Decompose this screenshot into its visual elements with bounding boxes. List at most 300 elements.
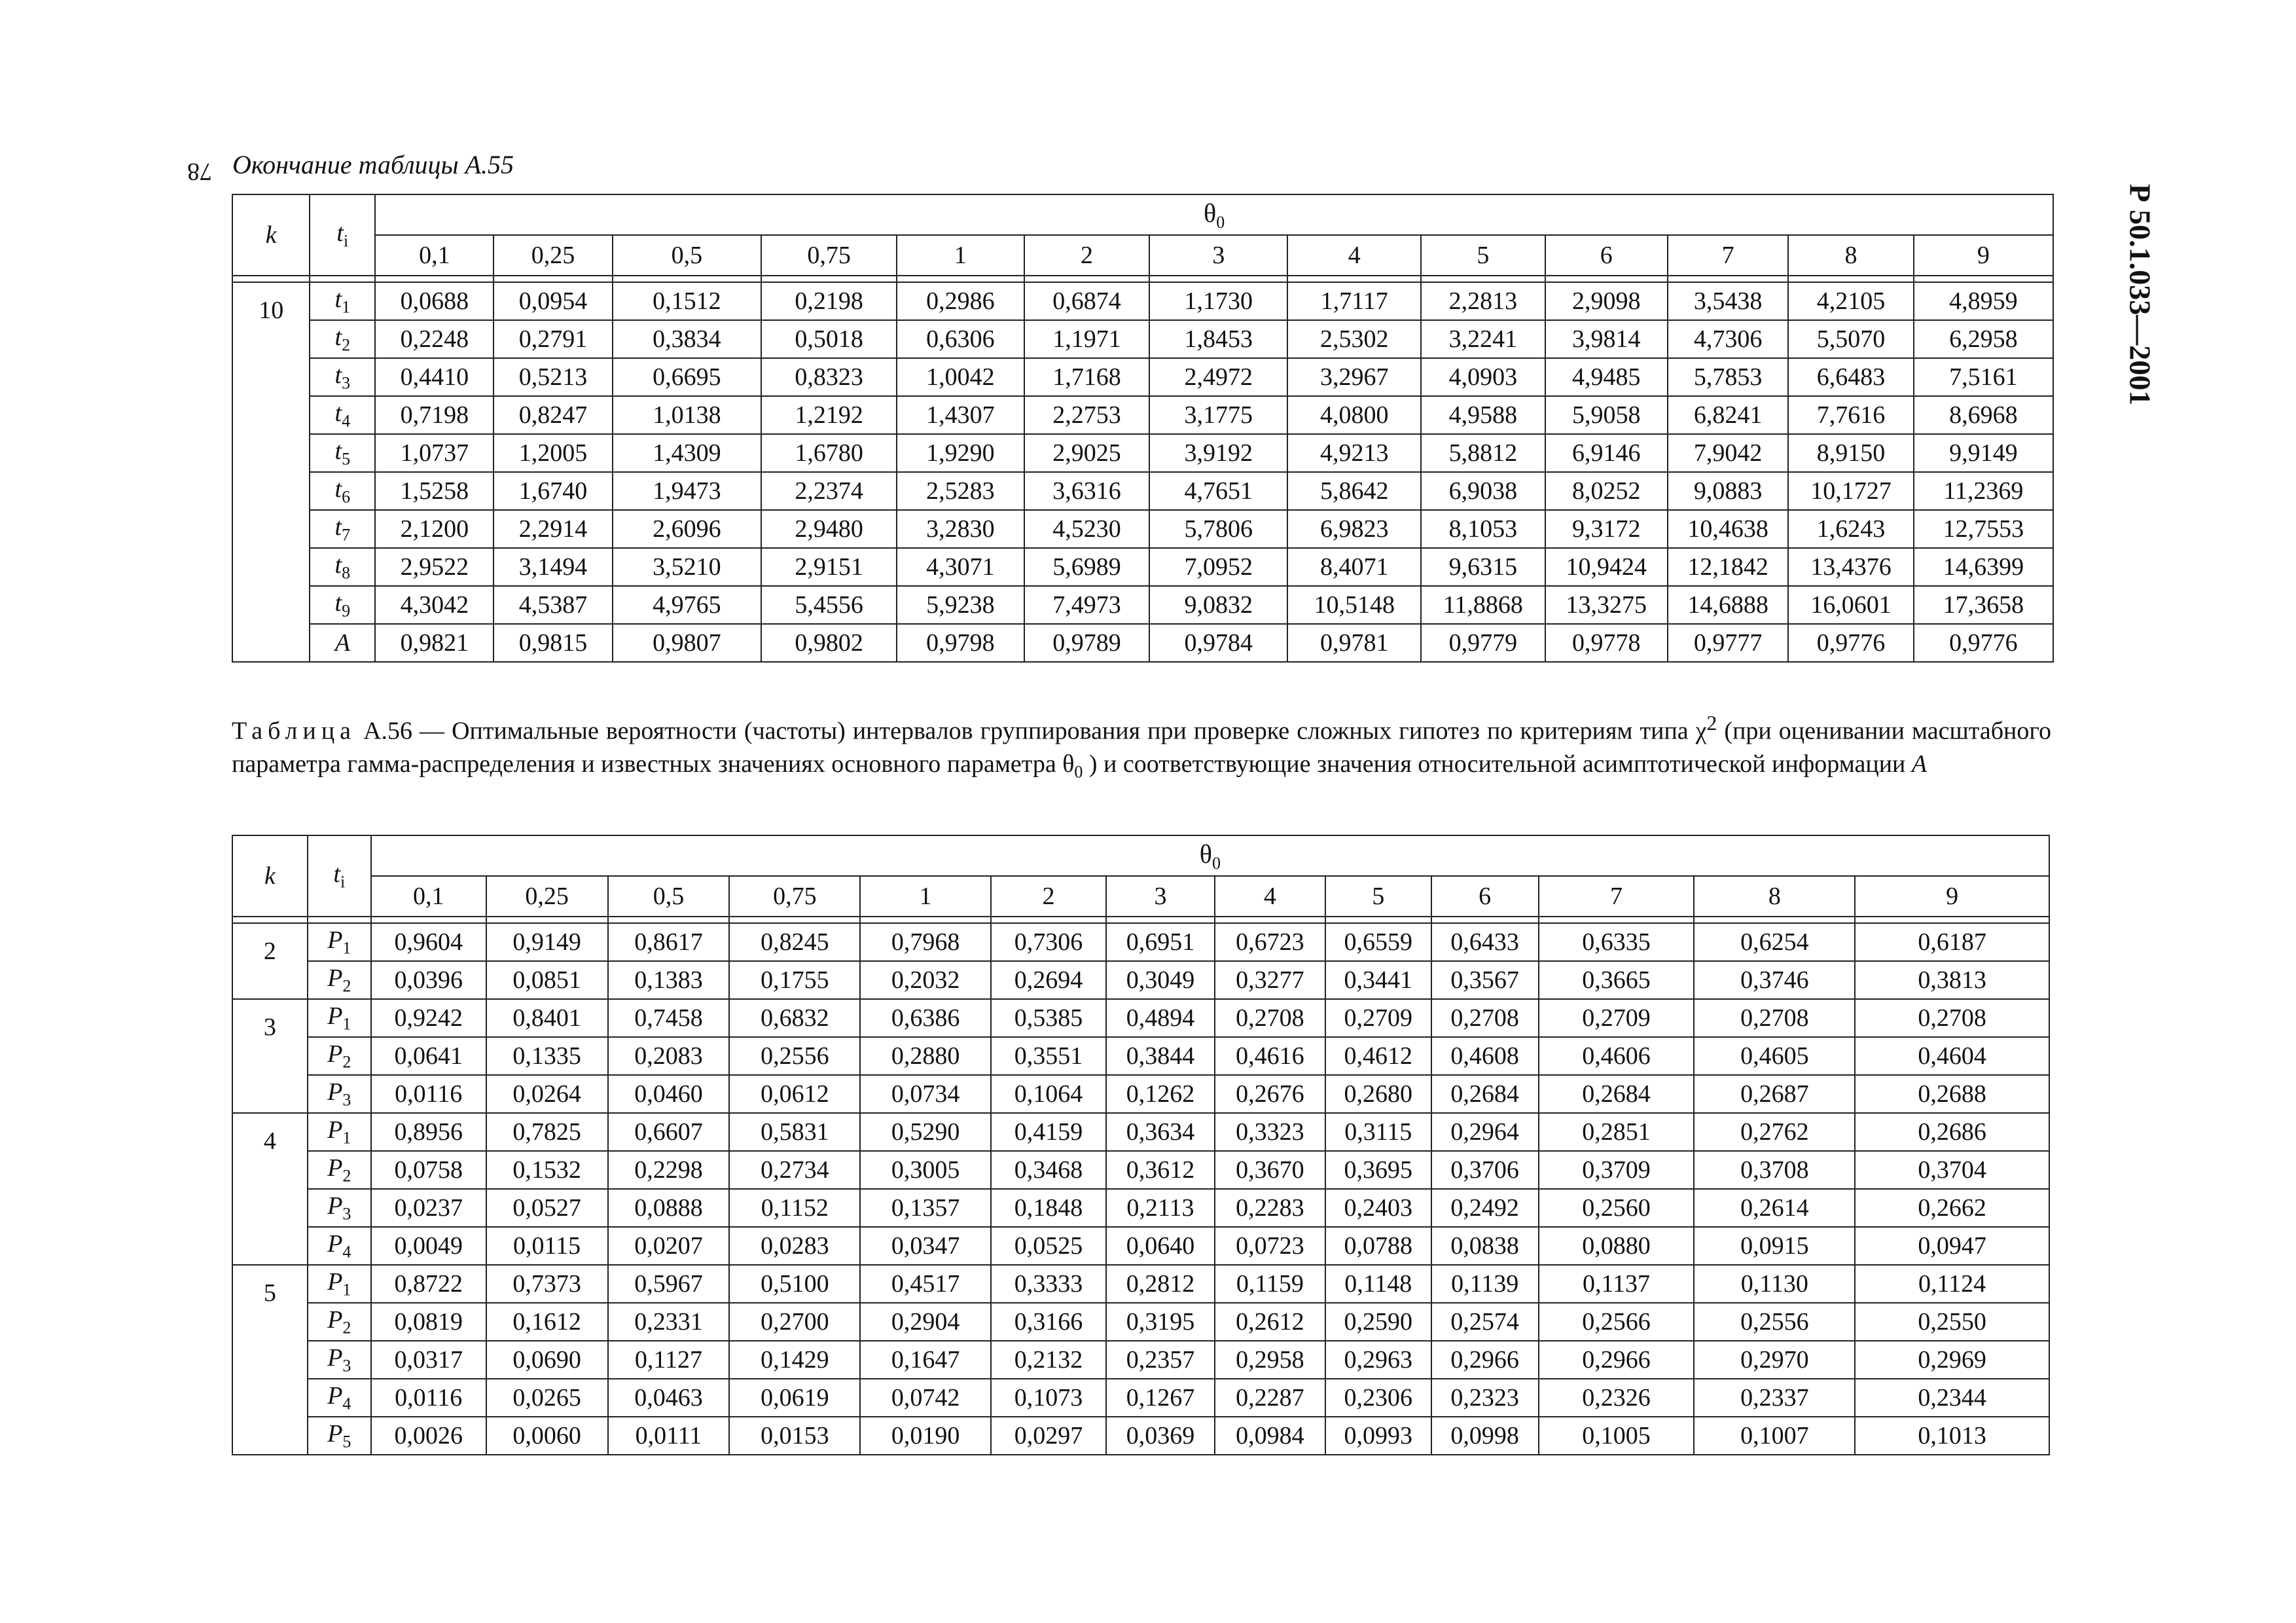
table-cell: 0,1512: [613, 282, 762, 320]
table-cell: 0,0460: [608, 1075, 730, 1113]
table-cell: 0,2248: [375, 320, 493, 358]
row-label: [308, 1303, 371, 1341]
table-cell: 0,0758: [371, 1151, 486, 1189]
table-cell: 0,3709: [1539, 1151, 1695, 1189]
table-cell: 0,2556: [729, 1037, 860, 1075]
row-label-subscript: 1: [342, 1128, 351, 1148]
table-cell: 0,0690: [486, 1341, 608, 1379]
header-ti: [310, 194, 375, 276]
header-separator: [232, 917, 2049, 923]
table-cell: 0,0237: [371, 1189, 486, 1227]
table-row: [232, 1303, 2049, 1341]
theta-value-header: 9: [1855, 876, 2049, 917]
row-label: [308, 1341, 371, 1379]
theta-value-header: 6: [1431, 876, 1539, 917]
table-cell: 0,2694: [991, 961, 1106, 999]
table-cell: 16,0601: [1788, 586, 1914, 624]
row-label: [308, 1417, 371, 1455]
table-cell: 2,9025: [1024, 434, 1150, 472]
table-cell: 7,9042: [1668, 434, 1788, 472]
table-cell: 4,0903: [1421, 358, 1545, 396]
table-cell: 7,0952: [1149, 548, 1287, 586]
separator-cell: [1149, 276, 1287, 282]
table-cell: 5,7806: [1149, 510, 1287, 548]
table-cell: 0,2966: [1539, 1341, 1695, 1379]
table-cell: 6,9146: [1545, 434, 1668, 472]
table-cell: 8,9150: [1788, 434, 1914, 472]
separator-cell: [860, 917, 991, 923]
table-cell: 0,1755: [729, 961, 860, 999]
k-value: 10: [232, 282, 310, 662]
table-cell: 1,4307: [897, 396, 1024, 434]
table-cell: 0,4159: [991, 1113, 1106, 1151]
table-cell: 0,7968: [860, 923, 991, 961]
table-cell: 0,7825: [486, 1113, 608, 1151]
separator-cell: [1788, 276, 1914, 282]
table-cell: 0,9821: [375, 624, 493, 662]
row-label: [308, 1075, 371, 1113]
table-cell: 0,0688: [375, 282, 493, 320]
table-cell: 0,9815: [493, 624, 612, 662]
theta-value-header: 0,75: [729, 876, 860, 917]
separator-cell: [232, 917, 308, 923]
table-cell: 2,9098: [1545, 282, 1668, 320]
table-cell: 5,8812: [1421, 434, 1545, 472]
table-cell: 0,3468: [991, 1151, 1106, 1189]
table-cell: 0,5100: [729, 1265, 860, 1303]
table-cell: 9,3172: [1545, 510, 1668, 548]
table-cell: 0,0283: [729, 1227, 860, 1265]
row-label: [308, 1037, 371, 1075]
separator-cell: [613, 276, 762, 282]
table-cell: 0,2113: [1106, 1189, 1215, 1227]
table-cell: 0,9781: [1287, 624, 1421, 662]
table-cell: 0,9798: [897, 624, 1024, 662]
table-cell: 8,0252: [1545, 472, 1668, 510]
table-cell: 0,4605: [1694, 1037, 1855, 1075]
theta-value-header: 0,1: [371, 876, 486, 917]
table-cell: 0,2612: [1215, 1303, 1325, 1341]
row-label-subscript: 9: [342, 601, 351, 621]
table-row: [232, 1227, 2049, 1265]
table-cell: 0,0640: [1106, 1227, 1215, 1265]
table-cell: 1,6740: [493, 472, 612, 510]
table-cell: 0,2574: [1431, 1303, 1539, 1341]
table-cell: 0,6386: [860, 999, 991, 1037]
table-cell: 0,0153: [729, 1417, 860, 1455]
separator-cell: [1668, 276, 1788, 282]
table-cell: 2,5283: [897, 472, 1024, 510]
row-label-subscript: 1: [342, 938, 351, 958]
table-row: [232, 282, 2053, 320]
table-row: [232, 624, 2053, 662]
table-cell: 2,2753: [1024, 396, 1150, 434]
table-cell: 0,3005: [860, 1151, 991, 1189]
table-cell: 0,7198: [375, 396, 493, 434]
table-cell: 0,2132: [991, 1341, 1106, 1379]
separator-cell: [310, 276, 375, 282]
row-label-symbol: P: [327, 1116, 343, 1144]
row-label: [310, 434, 375, 472]
theta-value-header: 0,75: [761, 235, 897, 276]
table-cell: 0,9778: [1545, 624, 1668, 662]
row-label-subscript: 3: [342, 373, 351, 393]
table-cell: 0,6559: [1325, 923, 1431, 961]
theta-value-header: 0,25: [486, 876, 608, 917]
table-cell: 0,2966: [1431, 1341, 1539, 1379]
table-cell: 0,3115: [1325, 1113, 1431, 1151]
table-cell: 0,2684: [1431, 1075, 1539, 1113]
table-a55: [232, 194, 2054, 663]
table-row: [232, 1379, 2049, 1417]
separator-cell: [1431, 917, 1539, 923]
table-cell: 0,6951: [1106, 923, 1215, 961]
table-cell: 0,1429: [729, 1341, 860, 1379]
table-cell: 0,5385: [991, 999, 1106, 1037]
table-cell: 0,2198: [761, 282, 897, 320]
theta-value-header: 0,25: [493, 235, 612, 276]
table-cell: 0,3612: [1106, 1151, 1215, 1189]
table-cell: 3,6316: [1024, 472, 1150, 510]
theta-symbol: θ: [1204, 198, 1217, 228]
table-cell: 17,3658: [1914, 586, 2053, 624]
table-cell: 0,0612: [729, 1075, 860, 1113]
table-row: [232, 320, 2053, 358]
table-cell: 0,6254: [1694, 923, 1855, 961]
table-cell: 0,4894: [1106, 999, 1215, 1037]
header-row-theta-values: [232, 235, 2053, 276]
header-row-1: [232, 835, 2049, 876]
table-row: [232, 999, 2049, 1037]
table-cell: 1,9473: [613, 472, 762, 510]
table-cell: 0,5018: [761, 320, 897, 358]
row-label-subscript: 3: [342, 1090, 351, 1110]
table-cell: 4,9765: [613, 586, 762, 624]
table-cell: 0,2331: [608, 1303, 730, 1341]
separator-cell: [232, 276, 310, 282]
table-cell: 0,0264: [486, 1075, 608, 1113]
table-cell: 4,9213: [1287, 434, 1421, 472]
table-cell: 0,8323: [761, 358, 897, 396]
table-cell: 0,1124: [1855, 1265, 2049, 1303]
row-label-symbol: P: [327, 1268, 343, 1296]
table-cell: 0,2969: [1855, 1341, 2049, 1379]
table-row: [232, 548, 2053, 586]
table-cell: 0,2708: [1431, 999, 1539, 1037]
table-cell: 0,0347: [860, 1227, 991, 1265]
table-cell: 0,1335: [486, 1037, 608, 1075]
table-cell: 10,5148: [1287, 586, 1421, 624]
header-ti-subscript: i: [340, 872, 346, 892]
table-cell: 0,2326: [1539, 1379, 1695, 1417]
table-cell: 0,1357: [860, 1189, 991, 1227]
theta-value-header: 1: [897, 235, 1024, 276]
row-label: [310, 624, 375, 662]
table-cell: 1,1730: [1149, 282, 1287, 320]
table-cell: 0,2687: [1694, 1075, 1855, 1113]
table-cell: 1,0138: [613, 396, 762, 434]
table-cell: 0,0788: [1325, 1227, 1431, 1265]
table-cell: 2,4972: [1149, 358, 1287, 396]
header-k: k: [232, 835, 308, 917]
table-cell: 0,1007: [1694, 1417, 1855, 1455]
table-a56: [232, 835, 2050, 1455]
table-cell: 0,2032: [860, 961, 991, 999]
separator-cell: [1545, 276, 1668, 282]
table-cell: 0,0998: [1431, 1417, 1539, 1455]
table-cell: 5,8642: [1287, 472, 1421, 510]
row-label: [310, 472, 375, 510]
table-cell: 0,2958: [1215, 1341, 1325, 1379]
table-cell: 0,3567: [1431, 961, 1539, 999]
theta-subscript: 0: [1211, 853, 1221, 873]
table-cell: 1,8453: [1149, 320, 1287, 358]
table-row: [232, 510, 2053, 548]
theta-subscript: 0: [1216, 212, 1225, 232]
row-label-subscript: 1: [342, 1014, 351, 1034]
table-cell: 0,4606: [1539, 1037, 1695, 1075]
separator-cell: [375, 276, 493, 282]
document-code-header: [2121, 157, 2160, 432]
table-cell: 0,8247: [493, 396, 612, 434]
table-row: [232, 358, 2053, 396]
row-label: [308, 1151, 371, 1189]
table-cell: 4,9588: [1421, 396, 1545, 434]
table-cell: 0,9777: [1668, 624, 1788, 662]
row-label-subscript: 5: [342, 1432, 351, 1451]
row-label-symbol: t: [334, 399, 342, 428]
header-row-theta-values: [232, 876, 2049, 917]
separator-cell: [493, 276, 612, 282]
table-cell: 4,3071: [897, 548, 1024, 586]
table-cell: 1,7168: [1024, 358, 1150, 396]
table-cell: 3,1775: [1149, 396, 1287, 434]
table-cell: 0,0525: [991, 1227, 1106, 1265]
theta-value-header: 0,5: [608, 876, 730, 917]
table-cell: 2,5302: [1287, 320, 1421, 358]
table-cell: 0,2566: [1539, 1303, 1695, 1341]
table-cell: 0,1130: [1694, 1265, 1855, 1303]
table-a55-continuation-caption: Окончание таблицы А.55: [232, 150, 514, 179]
table-cell: 7,5161: [1914, 358, 2053, 396]
table-cell: 0,0838: [1431, 1227, 1539, 1265]
table-cell: 5,6989: [1024, 548, 1150, 586]
table-cell: 0,0619: [729, 1379, 860, 1417]
table-cell: 0,3834: [613, 320, 762, 358]
table-cell: 0,0641: [371, 1037, 486, 1075]
table-cell: 0,3844: [1106, 1037, 1215, 1075]
row-label-symbol: P: [327, 1192, 343, 1220]
separator-cell: [1215, 917, 1325, 923]
table-cell: 12,1842: [1668, 548, 1788, 586]
page-number: 78: [187, 158, 212, 185]
row-label-subscript: 3: [342, 1204, 351, 1224]
table-cell: 0,2614: [1694, 1189, 1855, 1227]
separator-cell: [608, 917, 730, 923]
theta-value-header: 7: [1539, 876, 1695, 917]
title-text-2: (при оценивании масштабного параметра гамма-распределения и известных значениях основного параметра θ: [232, 717, 2052, 778]
table-cell: 0,9776: [1914, 624, 2053, 662]
row-label-symbol: t: [334, 361, 342, 390]
theta-symbol: θ: [1199, 839, 1212, 869]
table-cell: 0,2708: [1855, 999, 2049, 1037]
row-label-subscript: 4: [342, 1242, 351, 1262]
table-cell: 0,1127: [608, 1341, 730, 1379]
table-cell: 0,5831: [729, 1113, 860, 1151]
table-cell: 0,2708: [1694, 999, 1855, 1037]
table-cell: 0,0915: [1694, 1227, 1855, 1265]
separator-cell: [1539, 917, 1695, 923]
table-cell: 0,2492: [1431, 1189, 1539, 1227]
row-label-subscript: 2: [342, 335, 351, 355]
row-label-symbol: P: [327, 1040, 343, 1068]
table-cell: 0,3634: [1106, 1113, 1215, 1151]
table-cell: 11,2369: [1914, 472, 2053, 510]
table-word: Таблица: [232, 717, 357, 745]
row-label: [308, 923, 371, 961]
row-label-symbol: t: [334, 285, 342, 314]
table-cell: 11,8868: [1421, 586, 1545, 624]
table-cell: 0,3746: [1694, 961, 1855, 999]
separator-cell: [1106, 917, 1215, 923]
theta-value-header: 0,5: [613, 235, 762, 276]
table-cell: 0,3665: [1539, 961, 1695, 999]
table-cell: 0,0369: [1106, 1417, 1215, 1455]
row-label: [310, 548, 375, 586]
table-cell: 0,1064: [991, 1075, 1106, 1113]
theta-subscript: 0: [1074, 762, 1083, 782]
table-cell: 7,4973: [1024, 586, 1150, 624]
table-cell: 0,1137: [1539, 1265, 1695, 1303]
theta-value-header: 2: [991, 876, 1106, 917]
table-cell: 4,3042: [375, 586, 493, 624]
table-cell: 0,6187: [1855, 923, 2049, 961]
table-cell: 0,1262: [1106, 1075, 1215, 1113]
table-cell: 8,6968: [1914, 396, 2053, 434]
table-cell: 0,0116: [371, 1075, 486, 1113]
table-cell: 5,4556: [761, 586, 897, 624]
table-cell: 4,7651: [1149, 472, 1287, 510]
table-cell: 0,2791: [493, 320, 612, 358]
table-cell: 10,1727: [1788, 472, 1914, 510]
table-cell: 13,4376: [1788, 548, 1914, 586]
table-cell: 3,9192: [1149, 434, 1287, 472]
row-label-symbol: P: [327, 1002, 343, 1030]
table-cell: 0,0060: [486, 1417, 608, 1455]
table-row: [232, 1037, 2049, 1075]
row-label: [310, 282, 375, 320]
row-label: [308, 1227, 371, 1265]
table-cell: 6,9038: [1421, 472, 1545, 510]
table-cell: 1,2005: [493, 434, 612, 472]
separator-cell: [991, 917, 1106, 923]
table-cell: 0,7306: [991, 923, 1106, 961]
theta-value-header: 8: [1788, 235, 1914, 276]
table-cell: 0,2851: [1539, 1113, 1695, 1151]
table-cell: 0,6433: [1431, 923, 1539, 961]
row-label-symbol: P: [327, 1420, 343, 1448]
table-cell: 0,3195: [1106, 1303, 1215, 1341]
table-cell: 0,0954: [493, 282, 612, 320]
row-label-symbol: t: [334, 437, 342, 465]
separator-cell: [1287, 276, 1421, 282]
table-cell: 1,7117: [1287, 282, 1421, 320]
row-label-symbol: P: [327, 964, 343, 993]
table-cell: 0,2662: [1855, 1189, 2049, 1227]
table-cell: 0,3277: [1215, 961, 1325, 999]
row-label-subscript: 2: [342, 976, 351, 996]
table-row: [232, 1151, 2049, 1189]
table-cell: 4,5230: [1024, 510, 1150, 548]
row-label: [310, 510, 375, 548]
table-cell: 0,4410: [375, 358, 493, 396]
row-label-symbol: P: [327, 1230, 343, 1258]
table-cell: 0,2880: [860, 1037, 991, 1075]
separator-cell: [1914, 276, 2053, 282]
table-cell: 1,0737: [375, 434, 493, 472]
table-cell: 0,0297: [991, 1417, 1106, 1455]
row-label-symbol: A: [334, 629, 350, 657]
table-cell: 0,2700: [729, 1303, 860, 1341]
table-cell: 2,9151: [761, 548, 897, 586]
row-label: [308, 999, 371, 1037]
table-row: [232, 1075, 2049, 1113]
table-cell: 0,2550: [1855, 1303, 2049, 1341]
table-cell: 2,2813: [1421, 282, 1545, 320]
table-cell: 0,0819: [371, 1303, 486, 1341]
row-label: [308, 1189, 371, 1227]
table-cell: 14,6888: [1668, 586, 1788, 624]
table-cell: 10,9424: [1545, 548, 1668, 586]
table-cell: 0,2709: [1325, 999, 1431, 1037]
separator-cell: [1855, 917, 2049, 923]
theta-value-header: 7: [1668, 235, 1788, 276]
table-cell: 0,2676: [1215, 1075, 1325, 1113]
table-cell: 0,6723: [1215, 923, 1325, 961]
separator-cell: [1694, 917, 1855, 923]
table-cell: 0,4612: [1325, 1037, 1431, 1075]
table-row: [232, 923, 2049, 961]
table-cell: 0,5967: [608, 1265, 730, 1303]
table-cell: 0,2083: [608, 1037, 730, 1075]
table-cell: 0,2986: [897, 282, 1024, 320]
table-cell: 0,9242: [371, 999, 486, 1037]
table-cell: 0,2306: [1325, 1379, 1431, 1417]
table-cell: 0,8245: [729, 923, 860, 961]
table-cell: 0,2344: [1855, 1379, 2049, 1417]
table-cell: 0,6306: [897, 320, 1024, 358]
header-k: k: [232, 194, 310, 276]
table-cell: 0,6335: [1539, 923, 1695, 961]
table-cell: 0,9149: [486, 923, 608, 961]
table-cell: 6,8241: [1668, 396, 1788, 434]
table-cell: 0,6607: [608, 1113, 730, 1151]
theta-value-header: 9: [1914, 235, 2053, 276]
header-ti-subscript: i: [343, 231, 349, 251]
row-label: [310, 586, 375, 624]
table-cell: 9,6315: [1421, 548, 1545, 586]
table-cell: 0,1647: [860, 1341, 991, 1379]
table-cell: 3,2830: [897, 510, 1024, 548]
row-label-subscript: 4: [342, 411, 351, 431]
k-value: 3: [232, 999, 308, 1113]
row-label-symbol: t: [334, 589, 342, 617]
row-label-symbol: P: [327, 1154, 343, 1182]
row-label-subscript: 1: [342, 297, 351, 317]
table-cell: 0,8956: [371, 1113, 486, 1151]
table-cell: 1,6780: [761, 434, 897, 472]
table-cell: 0,2337: [1694, 1379, 1855, 1417]
